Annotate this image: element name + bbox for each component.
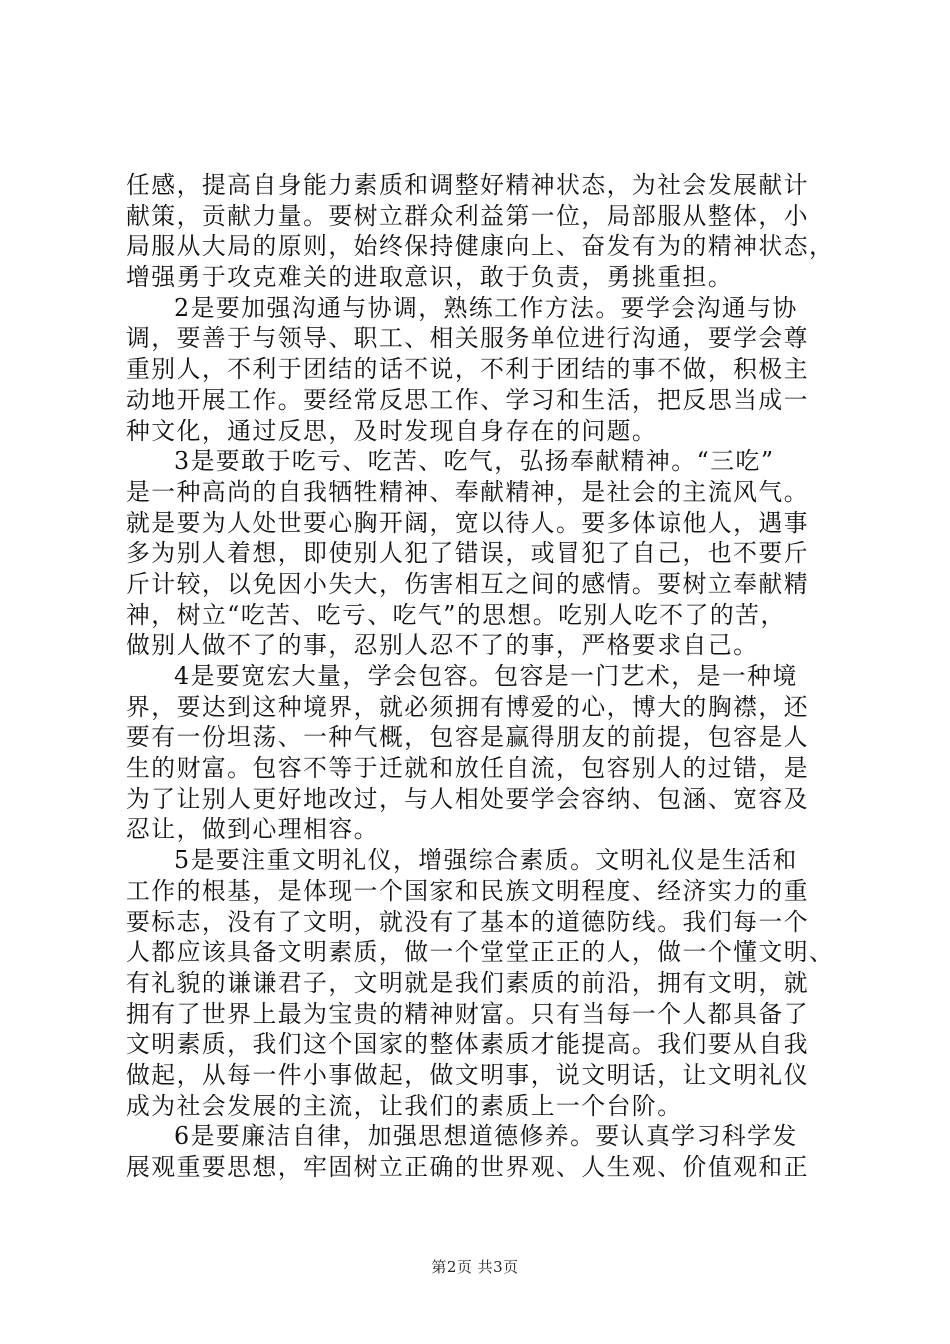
text-line: 有礼貌的谦谦君子，文明就是我们素质的前沿，拥有文明，就	[126, 968, 810, 997]
text-line: 调，要善于与领导、职工、相关服务单位进行沟通，要学会尊	[126, 324, 810, 353]
paragraph-4-start: 4是要宽宏大量，学会包容。包容是一门艺术，是一种境	[174, 662, 798, 690]
text-line: 工作的根基，是体现一个国家和民族文明程度、经济实力的重	[126, 876, 810, 905]
text-line: 忍让，做到心理相容。	[126, 815, 379, 844]
text-line: 展观重要思想，牢固树立正确的世界观、人生观、价值观和正	[126, 1153, 810, 1181]
text-line: 是一种高尚的自我牺牲精神、奉献精神，是社会的主流风气。	[126, 477, 810, 506]
text-line: 斤计较，以免因小失大，伤害相互之间的感情。要树立奉献精	[126, 569, 810, 598]
text-line: 重别人，不利于团结的话不说，不利于团结的事不做，积极主	[126, 355, 810, 384]
text-line: 就是要为人处世要心胸开阔，宽以待人。要多体谅他人，遇事	[126, 508, 810, 537]
text-line: 为了让别人更好地改过，与人相处要学会容纳、包涵、宽容及	[126, 784, 810, 813]
text-line: 献策，贡献力量。要树立群众利益第一位，局部服从整体，小	[126, 201, 810, 230]
text-line: 成为社会发展的主流，让我们的素质上一个台阶。	[126, 1091, 683, 1120]
paragraph-2-start: 2是要加强沟通与协调，熟练工作方法。要学会沟通与协	[174, 293, 798, 322]
text-line: 动地开展工作。要经常反思工作、学习和生活，把反思当成一	[126, 385, 810, 414]
text-line: 做起，从每一件小事做起，做文明事，说文明话，让文明礼仪	[126, 1060, 810, 1089]
text-line: 界，要达到这种境界，就必须拥有博爱的心，博大的胸襟，还	[126, 692, 810, 721]
text-line: 要有一份坦荡、一种气概，包容是赢得朋友的前提，包容是人	[126, 723, 810, 752]
text-line: 生的财富。包容不等于迁就和放任自流，包容别人的过错，是	[126, 754, 810, 783]
text-line: 多为别人着想，即使别人犯了错误，或冒犯了自己，也不要斤	[126, 539, 810, 568]
paragraph-6-start: 6是要廉洁自律，加强思想道德修养。要认真学习科学发	[174, 1122, 798, 1151]
text-line: 增强勇于攻克难关的进取意识，敢于负责，勇挑重担。	[126, 263, 734, 292]
text-line: 要标志，没有了文明，就没有了基本的道德防线。我们每一个	[126, 907, 810, 936]
page-number-footer: 第2页 共3页	[431, 1258, 519, 1276]
text-line: 神，树立“吃苦、吃亏、吃气”的思想。吃别人吃不了的苦，	[126, 600, 786, 629]
text-line: 做别人做不了的事，忍别人忍不了的事，严格要求自己。	[126, 631, 759, 660]
text-line: 文明素质，我们这个国家的整体素质才能提高。我们要从自我	[126, 1030, 810, 1059]
text-line: 拥有了世界上最为宝贵的精神财富。只有当每一个人都具备了	[126, 999, 810, 1028]
paragraph-3-start: 3是要敢于吃亏、吃苦、吃气，弘扬奉献精神。“三吃”	[174, 447, 775, 476]
text-line: 任感，提高自身能力素质和调整好精神状态，为社会发展献计	[126, 171, 810, 199]
text-line: 种文化，通过反思，及时发现自身存在的问题。	[126, 416, 658, 445]
text-line: 人都应该具备文明素质，做一个堂堂正正的人，做一个懂文明、	[126, 938, 835, 967]
document-body	[126, 170, 835, 1183]
text-line: 局服从大局的原则，始终保持健康向上、奋发有为的精神状态，	[126, 232, 835, 261]
paragraph-5-start: 5是要注重文明礼仪，增强综合素质。文明礼仪是生活和	[174, 846, 798, 875]
